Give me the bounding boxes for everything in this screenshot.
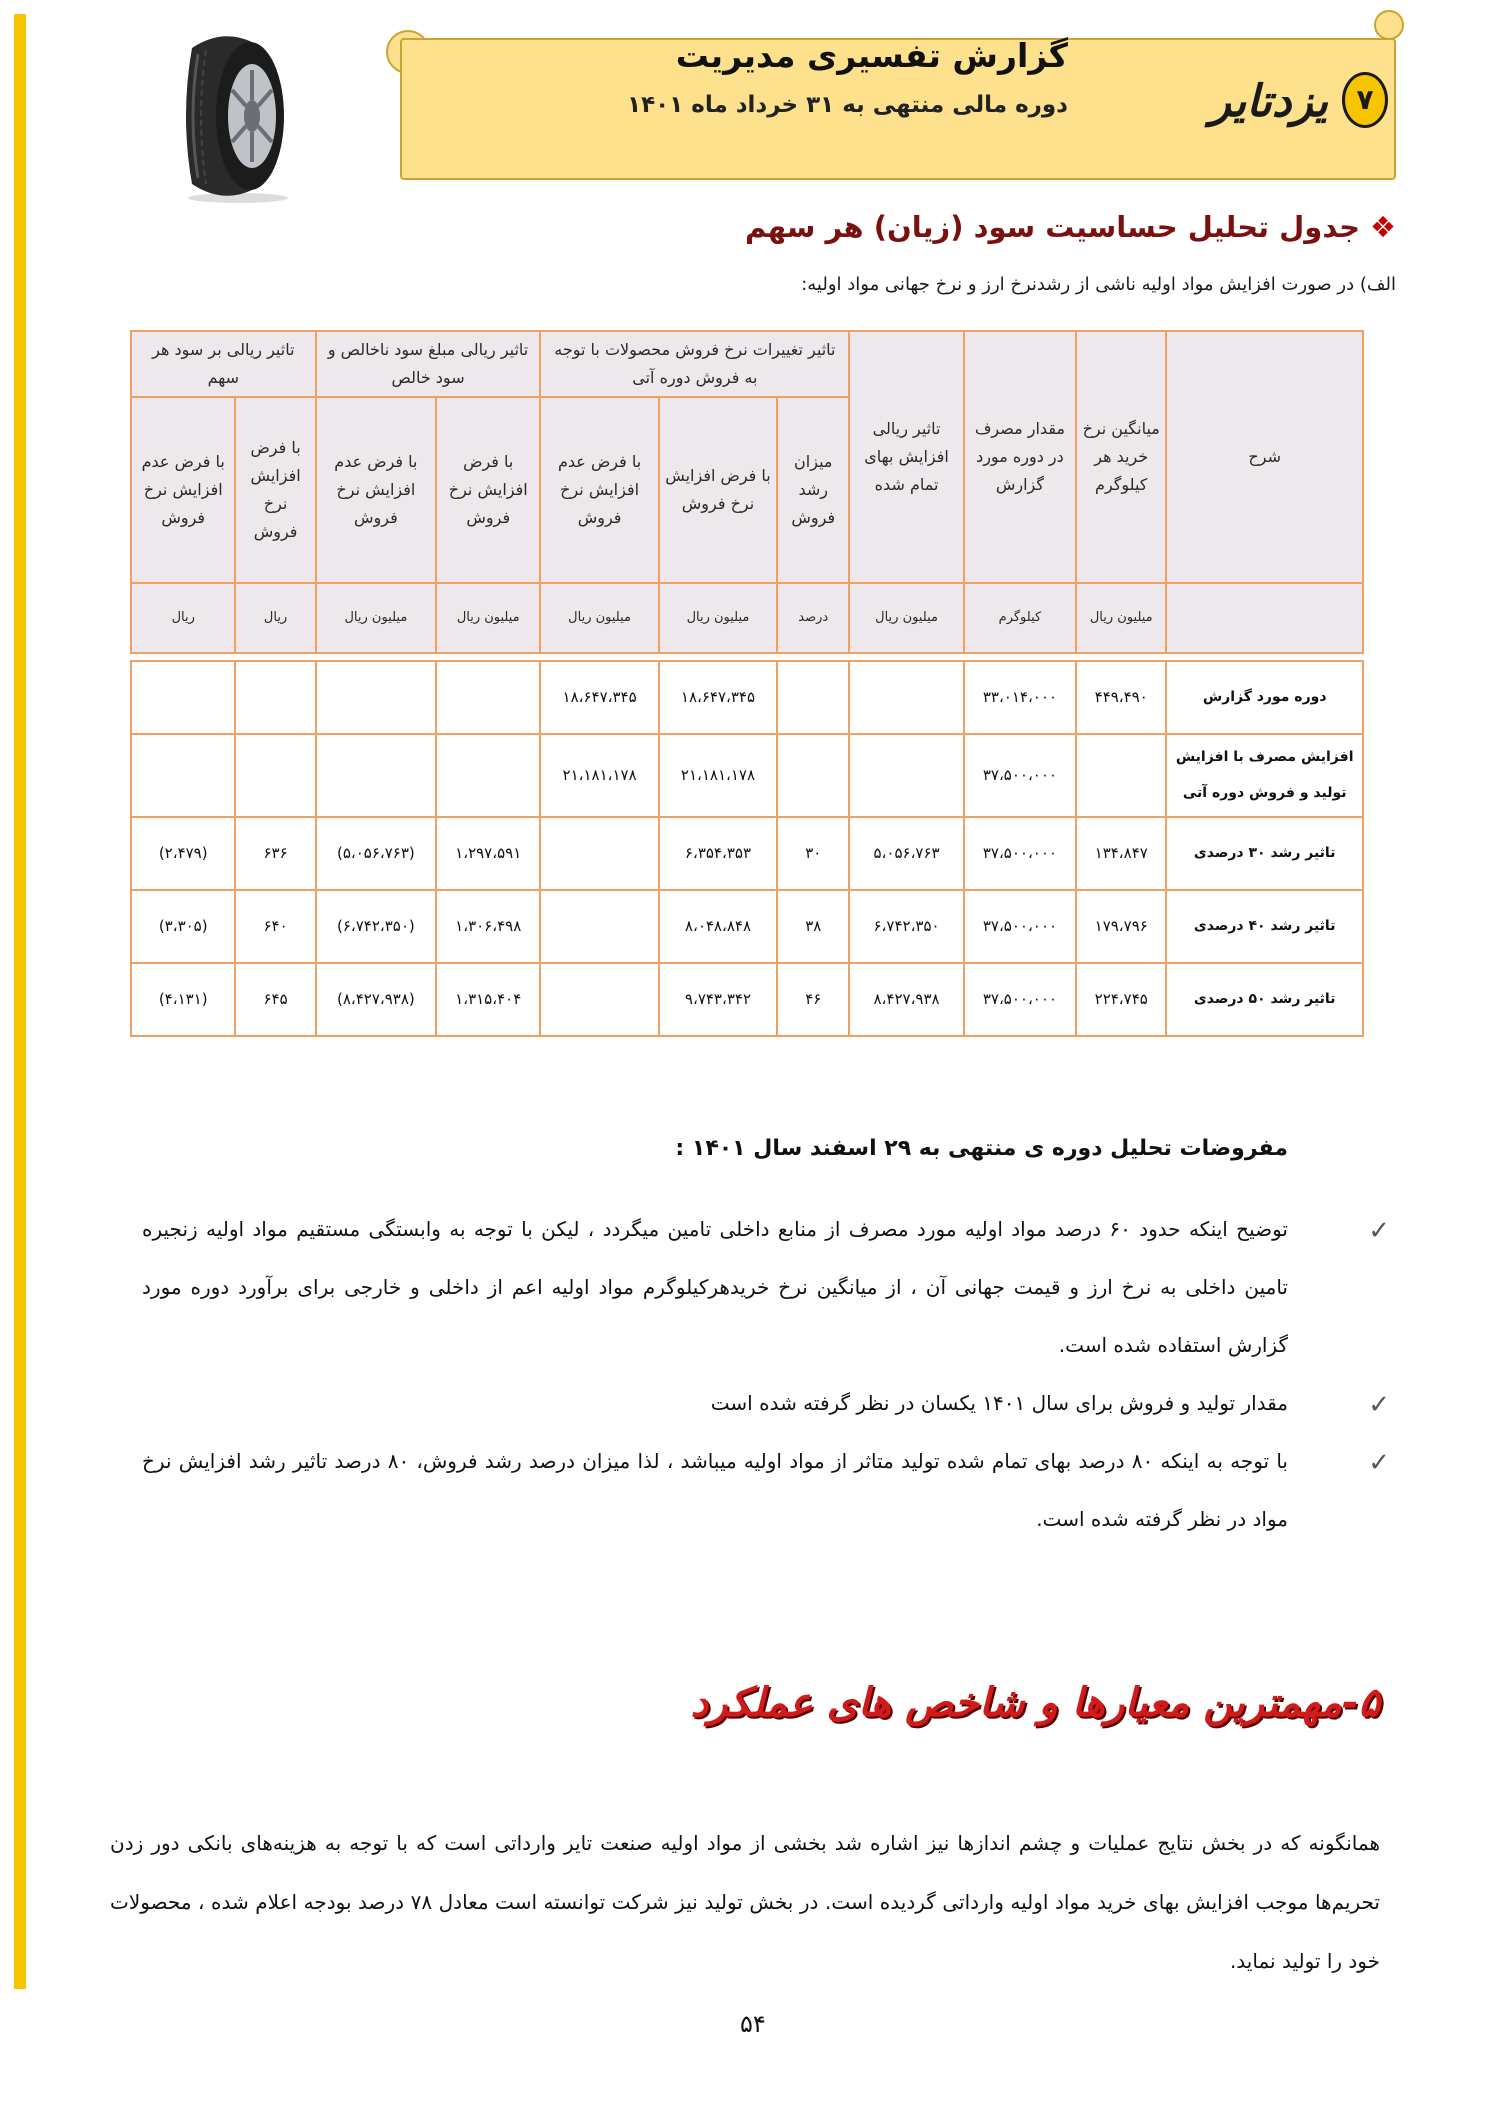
report-title: گزارش تفسیری مدیریت bbox=[675, 36, 1068, 75]
header-sales-price-effect: تاثیر تغییرات نرخ فروش محصولات با توجه به فروش دوره آتی bbox=[540, 331, 849, 397]
table-cell: ۳۷،۵۰۰،۰۰۰ bbox=[964, 890, 1076, 963]
table-cell bbox=[436, 661, 540, 734]
row-label: تاثیر رشد ۴۰ درصدی bbox=[1166, 890, 1363, 963]
table-separator bbox=[131, 653, 1363, 661]
header-profit-effect: تاثیر ریالی مبلغ سود ناخالص و سود خالص bbox=[316, 331, 541, 397]
tire-image bbox=[172, 28, 296, 204]
table-cell bbox=[540, 963, 658, 1036]
table-cell bbox=[849, 734, 963, 817]
table-cell bbox=[540, 817, 658, 890]
table-cell: ۳۷،۵۰۰،۰۰۰ bbox=[964, 963, 1076, 1036]
subheader-eps-without: با فرض عدم افزایش نرخ فروش bbox=[131, 397, 235, 583]
section-title bbox=[745, 210, 1396, 244]
table-cell: ۲۱،۱۸۱،۱۷۸ bbox=[659, 734, 777, 817]
table-cell bbox=[316, 661, 436, 734]
checkmark-icon: ✓ bbox=[1368, 1216, 1390, 1246]
table-cell bbox=[1076, 734, 1166, 817]
table-cell: ۶۴۰ bbox=[235, 890, 315, 963]
body-paragraph: همانگونه که در بخش نتایج عملیات و چشم اندازها نیز اشاره شد بخشی از مواد اولیه صنعت تایر وارداتی است که با توجه به هزینه‌های بانکی دور زدن تحریم‌ها موجب افزایش بهای خرید مواد اولیه وارداتی گردیده است. در بخش تولید نیز شرکت توانسته است معادل ۷۸ درصد بودجه اعلام شده ، محصولات خود را تولید نماید. bbox=[110, 1831, 1380, 1973]
section-5-heading: ۵-مهمترین معیارها و شاخص های عملکرد bbox=[690, 1680, 1380, 1726]
assumptions-title: مفروضات تحلیل دوره ی منتهی به ۲۹ اسفند سال ۱۴۰۱ : bbox=[675, 1136, 1288, 1161]
assumption-text: با توجه به اینکه ۸۰ درصد بهای تمام شده تولید متاثر از مواد اولیه میباشد ، لذا میزان درصد رشد فروش، ۸۰ درصد تاثیر رشد افزایش نرخ مواد در نظر گرفته شده است. bbox=[142, 1449, 1288, 1531]
unit-cell: میلیون ریال bbox=[1076, 583, 1166, 653]
section-title-text: جدول تحلیل حساسیت سود (زیان) هر سهم bbox=[745, 210, 1360, 244]
unit-cell: ریال bbox=[131, 583, 235, 653]
table-cell: (۸،۴۲۷،۹۳۸) bbox=[316, 963, 436, 1036]
table-cell: ۶۳۶ bbox=[235, 817, 315, 890]
subheader-with-increase: با فرض افزایش نرخ فروش bbox=[659, 397, 777, 583]
table-cell: (۵،۰۵۶،۷۶۳) bbox=[316, 817, 436, 890]
header-rial-cost-effect: تاثیر ریالی افزایش بهای تمام شده bbox=[849, 331, 963, 583]
table-cell: ۸،۰۴۸،۸۴۸ bbox=[659, 890, 777, 963]
table-cell: ۳۸ bbox=[777, 890, 849, 963]
table-cell: ۲۲۴،۷۴۵ bbox=[1076, 963, 1166, 1036]
assumption-item bbox=[142, 1432, 1390, 1548]
table-cell: ۶۴۵ bbox=[235, 963, 315, 1036]
table-cell: ۱،۳۰۶،۴۹۸ bbox=[436, 890, 540, 963]
table-row bbox=[131, 963, 1363, 1036]
header-eps-effect: تاثیر ریالی بر سود هر سهم bbox=[131, 331, 316, 397]
table-cell: ۴۶ bbox=[777, 963, 849, 1036]
table-cell: (۳،۳۰۵) bbox=[131, 890, 235, 963]
table-cell: ۱۷۹،۷۹۶ bbox=[1076, 890, 1166, 963]
table-cell: (۲،۴۷۹) bbox=[131, 817, 235, 890]
table-cell bbox=[540, 890, 658, 963]
unit-cell: میلیون ریال bbox=[849, 583, 963, 653]
table-cell: ۱۳۴،۸۴۷ bbox=[1076, 817, 1166, 890]
unit-cell: میلیون ریال bbox=[316, 583, 436, 653]
unit-cell-blank bbox=[1166, 583, 1363, 653]
logo-digit-badge: ۷ bbox=[1342, 72, 1388, 128]
table-cell: ۵،۰۵۶،۷۶۳ bbox=[849, 817, 963, 890]
subheader-without-increase: با فرض عدم افزایش نرخ فروش bbox=[540, 397, 658, 583]
table-cell: ۳۷،۵۰۰،۰۰۰ bbox=[964, 734, 1076, 817]
table-cell: (۶،۷۴۲،۳۵۰) bbox=[316, 890, 436, 963]
row-label: افزایش مصرف با افزایش تولید و فروش دوره آتی bbox=[1166, 734, 1363, 817]
assumption-item bbox=[142, 1200, 1390, 1374]
company-logo bbox=[1120, 66, 1388, 140]
table-cell bbox=[131, 734, 235, 817]
table-body bbox=[131, 653, 1363, 1036]
assumption-text: توضیح اینکه حدود ۶۰ درصد مواد اولیه مورد مصرف از منابع داخلی تامین میگردد ، لیکن با توجه به وابستگی مستقیم مواد اولیه زنجیره تامین داخلی به نرخ ارز و قیمت جهانی آن ، از میانگین نرخ خریدهرکیلوگرم مواد اولیه اعم از داخلی و خارجی برای برآورد دوره مورد گزارش استفاده شده است. bbox=[142, 1217, 1288, 1357]
unit-cell: درصد bbox=[777, 583, 849, 653]
table-row bbox=[131, 890, 1363, 963]
table-row bbox=[131, 817, 1363, 890]
banner-curl-right bbox=[1374, 10, 1404, 40]
unit-cell: ریال bbox=[235, 583, 315, 653]
table-cell bbox=[777, 661, 849, 734]
table-cell bbox=[131, 661, 235, 734]
page-number: ۵۴ bbox=[740, 2010, 766, 2038]
table-cell: ۴۴۹،۴۹۰ bbox=[1076, 661, 1166, 734]
checkmark-icon: ✓ bbox=[1368, 1390, 1390, 1420]
table-cell bbox=[235, 661, 315, 734]
subheader-eps-with: با فرض افزایش نرخ فروش bbox=[235, 397, 315, 583]
table-cell: ۳۷،۵۰۰،۰۰۰ bbox=[964, 817, 1076, 890]
diamond-bullet-icon: ❖ bbox=[1370, 210, 1396, 244]
left-accent-bar bbox=[14, 14, 26, 1989]
table-cell: ۲۱،۱۸۱،۱۷۸ bbox=[540, 734, 658, 817]
checkmark-icon: ✓ bbox=[1368, 1448, 1390, 1478]
table-cell: ۱،۳۱۵،۴۰۴ bbox=[436, 963, 540, 1036]
table-cell: ۳۰ bbox=[777, 817, 849, 890]
logo-wordmark: یزدتایر bbox=[1209, 76, 1328, 127]
table-cell: ۶،۳۵۴،۳۵۳ bbox=[659, 817, 777, 890]
table-cell: ۱۸،۶۴۷،۳۴۵ bbox=[540, 661, 658, 734]
header-description: شرح bbox=[1166, 331, 1363, 583]
subheader-profit-with: با فرض افزایش نرخ فروش bbox=[436, 397, 540, 583]
header-consumption: مقدار مصرف در دوره مورد گزارش bbox=[964, 331, 1076, 583]
report-period: دوره مالی منتهی به ۳۱ خرداد ماه ۱۴۰۱ bbox=[627, 92, 1068, 118]
table-cell: ۱۸،۶۴۷،۳۴۵ bbox=[659, 661, 777, 734]
table-row bbox=[131, 661, 1363, 734]
table-cell bbox=[436, 734, 540, 817]
subheader-growth-rate: میزان رشد فروش bbox=[777, 397, 849, 583]
assumption-text: مقدار تولید و فروش برای سال ۱۴۰۱ یکسان در نظر گرفته شده است bbox=[710, 1391, 1288, 1415]
table-cell bbox=[316, 734, 436, 817]
unit-cell: میلیون ریال bbox=[540, 583, 658, 653]
table-cell bbox=[235, 734, 315, 817]
table-row bbox=[131, 734, 1363, 817]
table-cell: (۴،۱۳۱) bbox=[131, 963, 235, 1036]
table-cell: ۸،۴۲۷،۹۳۸ bbox=[849, 963, 963, 1036]
table-cell: ۹،۷۴۳،۳۴۲ bbox=[659, 963, 777, 1036]
row-label: تاثیر رشد ۵۰ درصدی bbox=[1166, 963, 1363, 1036]
table-cell: ۶،۷۴۲،۳۵۰ bbox=[849, 890, 963, 963]
assumptions-list bbox=[142, 1200, 1390, 1548]
row-label: تاثیر رشد ۳۰ درصدی bbox=[1166, 817, 1363, 890]
header-avg-price: میانگین نرخ خرید هر کیلوگرم bbox=[1076, 331, 1166, 583]
table-cell: ۳۳،۰۱۴،۰۰۰ bbox=[964, 661, 1076, 734]
table-cell bbox=[849, 661, 963, 734]
subheader-profit-without: با فرض عدم افزایش نرخ فروش bbox=[316, 397, 436, 583]
table-cell bbox=[777, 734, 849, 817]
unit-cell: میلیون ریال bbox=[659, 583, 777, 653]
unit-cell: کیلوگرم bbox=[964, 583, 1076, 653]
row-label: دوره مورد گزارش bbox=[1166, 661, 1363, 734]
sensitivity-table bbox=[130, 330, 1364, 1037]
table-intro: الف) در صورت افزایش مواد اولیه ناشی از رشدنرخ ارز و نرخ جهانی مواد اولیه: bbox=[801, 274, 1396, 295]
unit-cell: میلیون ریال bbox=[436, 583, 540, 653]
assumption-item bbox=[142, 1374, 1390, 1432]
table-cell: ۱،۲۹۷،۵۹۱ bbox=[436, 817, 540, 890]
